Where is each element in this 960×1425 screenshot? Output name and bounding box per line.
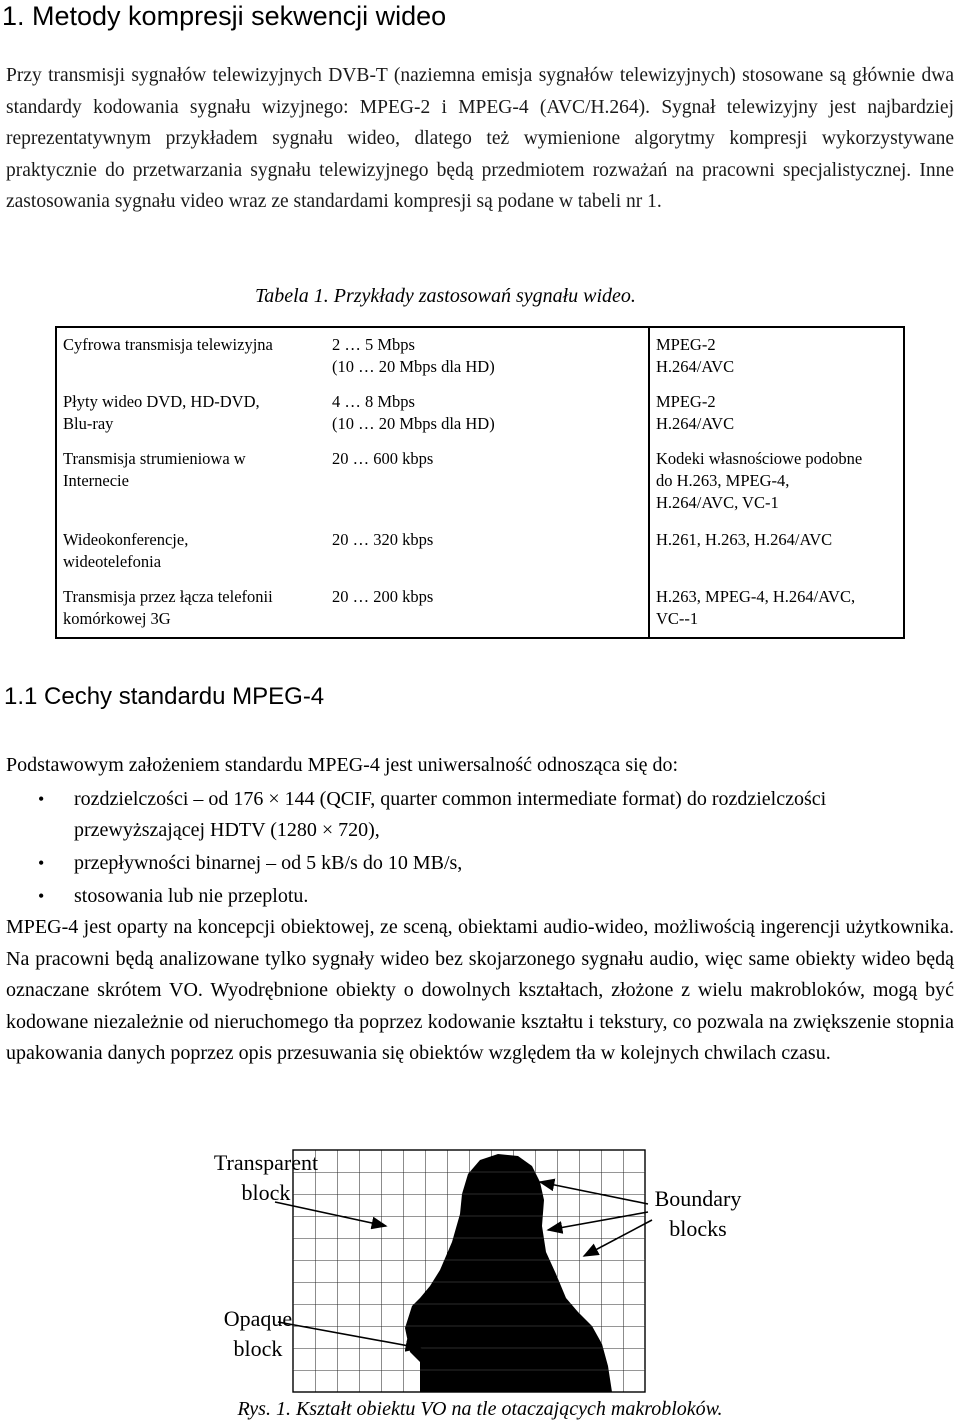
cell-line: Wideokonferencje, — [63, 530, 189, 550]
label-boundary-blocks — [638, 1184, 758, 1244]
cell-line: 20 … 320 kbps — [332, 530, 434, 550]
cell-line: MPEG-2 — [656, 391, 716, 411]
cell-line: 20 … 200 kbps — [332, 587, 434, 607]
bullet-text: przepływności binarnej – od 5 kB/s do 10 MB/s, — [74, 852, 463, 874]
table-row — [56, 385, 904, 442]
cell-line: H.263, MPEG-4, H.264/AVC, — [656, 587, 856, 607]
macroblock-grid-illustration — [0, 1130, 960, 1400]
intro-paragraph: Przy transmisji sygnałów telewizyjnych DVB-T (naziemna emisja sygnałów telewizyjnych) stosowane są głównie dwa standardy kodowania sygnału wizyjnego: MPEG-2 i MPEG-4 (AVC/H.264). Sygnał telewizyjny jest najbardziej reprezentatywnym przykładem sygnału wideo, dlatego też wymienione algorytmy kompresji wykorzystywane praktycznie do przetwarzania sygnału telewizyjnego będą przedmiotem rozważań na pracowni specjalistycznej. Inne zastosowania sygnału video wraz ze standardami kompresji są podane w tabeli nr 1. — [6, 65, 954, 212]
table-cell-rate — [326, 385, 649, 442]
bullet-text: rozdzielczości – od 176 × 144 (QCIF, quarter common intermediate format) do rozdzielczości przewyższającej HDTV (1280 × 720), — [74, 788, 827, 841]
label-line: Boundary — [654, 1186, 742, 1211]
vo-shape-figure — [0, 1130, 960, 1400]
table-cell-app — [56, 580, 326, 638]
table-row — [56, 327, 904, 385]
feature-list — [0, 784, 940, 914]
table-cell-rate — [326, 580, 649, 638]
cell-line: wideotelefonia — [63, 552, 162, 572]
table-cell-rate — [326, 442, 649, 524]
table-cell-app — [56, 385, 326, 442]
cell-line: H.264/AVC, VC-1 — [656, 492, 779, 512]
cell-line: 2 … 5 Mbps — [332, 335, 415, 354]
cell-line: H.264/AVC — [656, 357, 735, 376]
table-cell-app — [56, 327, 326, 385]
cell-line: Płyty wideo DVD, HD-DVD, — [63, 391, 260, 411]
cell-line: Cyfrowa transmisja telewizyjna — [63, 335, 273, 354]
bullet-text: stosowania lub nie przeplotu. — [74, 885, 309, 907]
table-caption: Tabela 1. Przykłady zastosowań sygnału wideo. — [255, 285, 636, 307]
label-line: Opaque — [223, 1306, 293, 1331]
table-row — [56, 580, 904, 638]
applications-table — [55, 326, 905, 639]
label-line: Transparent — [213, 1150, 319, 1175]
list-item — [0, 848, 940, 879]
table-cell-codec — [649, 523, 904, 580]
cell-line: Kodeki własnościowe podobne — [656, 448, 863, 468]
list-item — [0, 784, 940, 846]
label-opaque-block — [208, 1304, 308, 1364]
bullet-icon: • — [38, 886, 45, 906]
label-line: block — [241, 1180, 291, 1205]
bullet-icon: • — [38, 789, 45, 809]
table-cell-codec — [649, 442, 904, 524]
table-row — [56, 442, 904, 524]
cell-line: Transmisja przez łącza telefonii — [63, 587, 273, 607]
cell-line: VC--1 — [656, 609, 699, 629]
table-row — [56, 523, 904, 580]
cell-line: 4 … 8 Mbps — [332, 391, 415, 411]
lead-paragraph: Podstawowym założeniem standardu MPEG-4 jest uniwersalność odnosząca się do: — [6, 754, 679, 776]
cell-line: komórkowej 3G — [63, 609, 171, 629]
cell-line: (10 … 20 Mbps dla HD) — [332, 357, 495, 376]
figure-caption: Rys. 1. Kształt obiektu VO na tle otaczających makrobloków. — [237, 1398, 723, 1420]
cell-line: Internecie — [63, 470, 129, 490]
list-item — [0, 881, 940, 912]
section-title: 1. Metody kompresji sekwencji wideo — [2, 1, 447, 31]
cell-line: H.261, H.263, H.264/AVC — [656, 530, 833, 550]
body-paragraph: MPEG-4 jest oparty na koncepcji obiektowej, ze sceną, obiektami audio-wideo, możliwością ingerencji użytkownika. Na pracowni będą analizowane tylko sygnały wideo bez skojarzonego sygnału audio, więc same obiekty wideo będą oznaczane skrótem VO. Wyodrębnione obiekty o dowolnych kształtach, złożone z wielu makrobloków, mogą być kodowane niezależnie od nieruchomego tła poprzez kodowanie kształtu i tekstury, co pozwala na zwiększenie stopnia upakowania danych poprzez opis przesuwania się obiektów względem tła w kolejnych chwilach czasu. — [6, 916, 954, 1064]
table-cell-rate — [326, 523, 649, 580]
subsection-title: 1.1 Cechy standardu MPEG-4 — [4, 683, 325, 710]
label-line: block — [233, 1336, 283, 1361]
table-cell-codec — [649, 327, 904, 385]
label-transparent-block — [196, 1148, 336, 1208]
table-cell-app — [56, 442, 326, 524]
table-cell-codec — [649, 580, 904, 638]
cell-line: do H.263, MPEG-4, — [656, 470, 790, 490]
bullet-icon: • — [38, 853, 45, 873]
cell-line: Transmisja strumieniowa w — [63, 448, 246, 468]
table-cell-codec — [649, 385, 904, 442]
cell-line: MPEG-2 — [656, 335, 716, 354]
table-cell-rate — [326, 327, 649, 385]
label-line: blocks — [669, 1216, 727, 1241]
table-cell-app — [56, 523, 326, 580]
cell-line: 20 … 600 kbps — [332, 448, 434, 468]
cell-line: Blu-ray — [63, 413, 114, 433]
cell-line: H.264/AVC — [656, 413, 735, 433]
cell-line: (10 … 20 Mbps dla HD) — [332, 413, 495, 433]
